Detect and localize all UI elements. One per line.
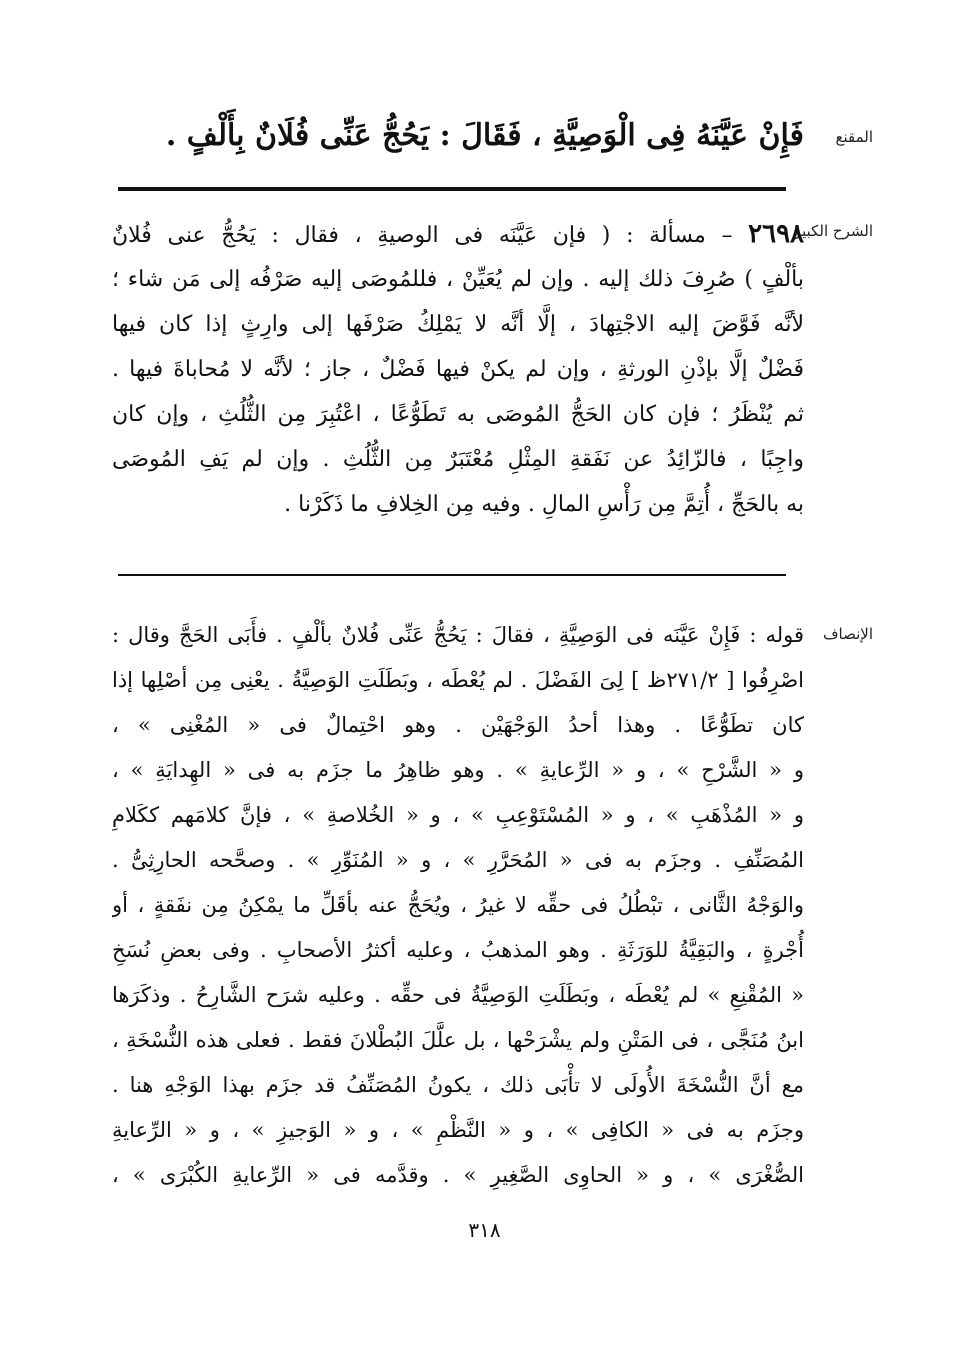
- divider-thin: [118, 574, 786, 576]
- insaf-line: والوَجْهُ الثَّانى ، تبْطُلُ فى حقِّه لا غيرُ ، ويُحَجُّ عنه بأقَلِّ ما يمْكِنُ مِن نفَقةٍ ، أو: [112, 893, 804, 917]
- sharh-line: فَضْلٌ إلَّا بإذْنِ الورثةِ ، وإن لم يكنْ فيها فَضْلٌ ، جاز ؛ لأنَّه لا مُحاباةَ فيها .: [112, 357, 804, 382]
- insaf-line: ابنُ مُنَجَّى ، فى المَتْنِ ولم يشْرَحْها ، بل علَّلَ البُطْلانَ فقط . فعلى هذه النُّسْخَةِ ،: [112, 1028, 804, 1052]
- insaf-line: قوله : فَإِنْ عَيَّنَه فى الوَصِيَّةِ ، فقالَ : يَحُجُّ عَنِّى فُلانٌ بألْفٍ . فأَبَى الحَجَّ وقال :: [112, 623, 804, 647]
- page-number: ٣١٨: [468, 1218, 501, 1242]
- sharh-line: به بالحَجِّ ، أُتِمَّ مِن رَأْسِ المالِ . وفيه مِن الخِلافِ ما ذَكَرْنا .: [284, 492, 804, 517]
- label-muqni: المقنع: [835, 128, 873, 146]
- matn-text: [112, 106, 804, 166]
- insaf-line: الصُّغْرَى » ، و « الحاوِى الصَّغِيرِ » . وقدَّمه فى « الرِّعايةِ الكُبْرَى » ،: [112, 1163, 804, 1187]
- insaf-text: [112, 613, 804, 1198]
- sharh-line-1-text: – مسألة : ( فإن عَيَّنَه فى الوصيةِ ، فقال : يَحُجُّ عنى فُلانٌ: [112, 223, 749, 248]
- sharh-line-1: [112, 212, 804, 257]
- insaf-line: المُصَنِّفِ . وجزَم به فى « المُحَرَّرِ » ، و « المُنَوِّرِ » . وصحَّحه الحارِثِىُّ .: [112, 848, 804, 872]
- sharh-line: بألْفٍ ) صُرِفَ ذلك إليه . وإن لم يُعَيِّنْ ، فللمُوصَى إليه صَرْفُه إلى مَن شاء ؛: [112, 267, 804, 292]
- masala-number: ٢٦٩٨: [748, 219, 804, 249]
- insaf-line: و « المُذْهَبِ » ، و « المُسْتَوْعِبِ » ، و « الخُلاصةِ » ، فإنَّ كلامَهم ككَلامِ: [112, 803, 804, 827]
- sharh-line: لأنَّه فَوَّضَ إليه الاجْتِهادَ ، إلَّا أنَّه لا يَمْلِكُ صَرْفَها إلى وارِثٍ إذا كان فيها: [112, 312, 804, 337]
- label-sharh: الشرح الكبير: [793, 222, 873, 240]
- insaf-line: وجزَم به فى « الكافِى » ، و « النَّظْمِ » ، و « الوَجيزِ » ، و « الرِّعايةِ: [112, 1118, 804, 1142]
- insaf-line: كان تطَوُّعًا . وهذا أحدُ الوَجْهَيْن . وهو احْتِمالٌ فى « المُغْنِى » ،: [112, 713, 804, 737]
- sharh-text: [112, 212, 804, 527]
- insaf-line: و « الشَّرْحِ » ، و « الرِّعايةِ » . وهو ظاهِرُ ما جزَم به فى « الهِدايَةِ » ،: [112, 758, 804, 782]
- insaf-line: اصْرِفُوا [ ٢٧١/٢ظ ] لِىَ الفَضْلَ . لم يُعْطَه ، وبَطَلَتِ الوَصِيَّةُ . يعْنِى مِن أصْلِها إذا: [112, 668, 804, 692]
- insaf-line: « المُقْنِعِ » لم يُعْطَه ، وبَطَلَتِ الوَصِيَّةُ فى حقِّه . وعليه شرَح الشَّارِحُ . وذكَرَها: [112, 983, 804, 1007]
- matn-line: فَإِنْ عَيَّنَهُ فِى الْوَصِيَّةِ ، فَقَالَ : يَحُجُّ عَنِّى فُلَانٌ بِأَلْفٍ .: [165, 118, 804, 153]
- sharh-line: واجِبًا ، فالزّائِدُ عن نَفَقةِ المِثْلِ مُعْتَبَرٌ مِن الثُّلُثِ . وإن لم يَفِ المُوصَى: [112, 447, 804, 472]
- insaf-line: أُجْرةٍ ، والبَقِيَّةُ للوَرَثَةِ . وهو المذهبُ ، وعليه أكثرُ الأصحابِ . وفى بعضِ نُسَخِ: [112, 938, 804, 962]
- divider-thick: [118, 187, 786, 191]
- sharh-line: ثم يُنْظَرُ ؛ فإن كان الحَجُّ المُوصَى به تَطَوُّعًا ، اعْتُبِرَ مِن الثُّلُثِ ، وإن كان: [112, 402, 804, 427]
- insaf-line: مع أنَّ النُّسْخَةَ الأُولَى لا تأْبَى ذلك ، يكونُ المُصَنِّفُ قد جزَم بهذا الوَجْهِ هنا .: [112, 1073, 804, 1097]
- label-insaf: الإنصاف: [822, 625, 873, 643]
